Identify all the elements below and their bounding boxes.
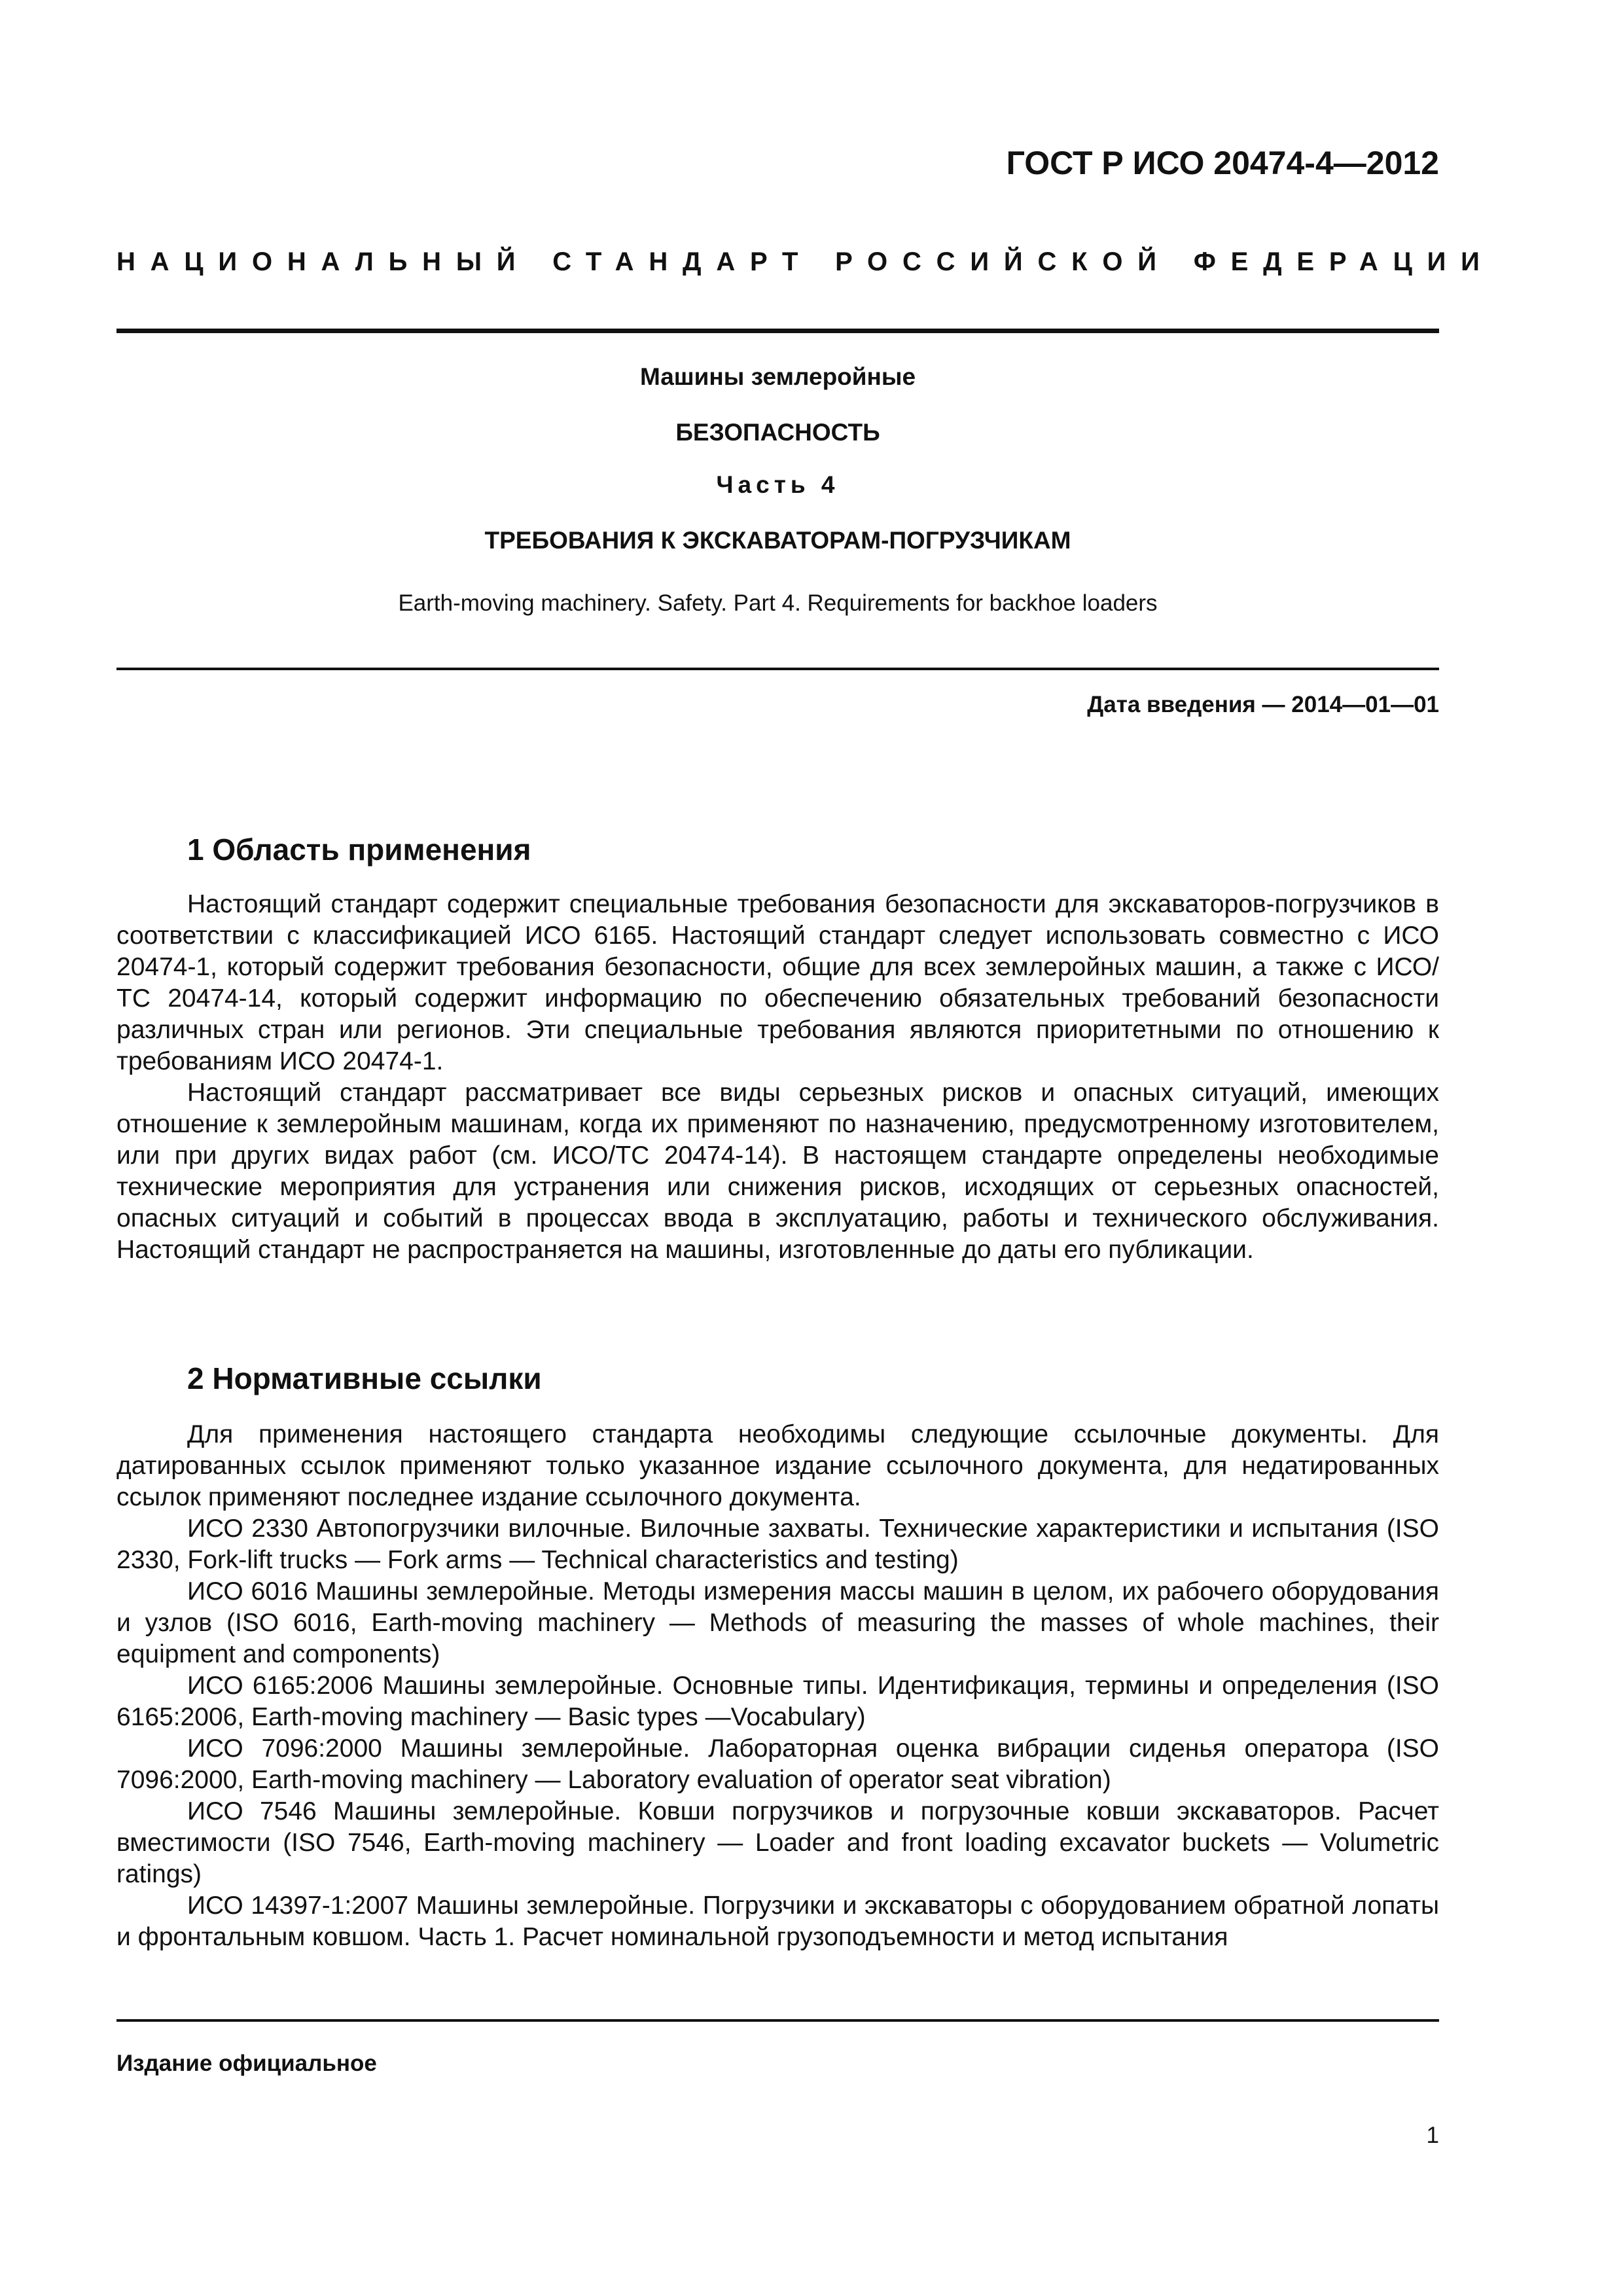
title-safety: БЕЗОПАСНОСТЬ <box>675 419 880 446</box>
page-number: 1 <box>1426 2123 1439 2148</box>
title-divider <box>116 668 1439 670</box>
header-divider <box>116 329 1439 333</box>
edition-note: Издание официальное <box>116 2051 377 2076</box>
reference-entry: ИСО 6016 Машины землеройные. Методы измерения массы машин в целом, их рабочего оборудования и узлов (ISO 6016, Earth-moving machinery — Methods of measuring the masses of whole machines, their equipment and components) <box>116 1577 1439 1668</box>
reference-entry: ИСО 7546 Машины землеройные. Ковши погрузчиков и погрузочные ковши экскаваторов. Расчет вместимости (ISO 7546, Earth-moving machinery — Loader and front loading excavator buckets — Volumetric ratings) <box>116 1797 1439 1888</box>
reference-entry: ИСО 14397-1:2007 Машины землеройные. Погрузчики и экскаваторы с оборудованием обратной лопаты и фронтальным ковшом. Часть 1. Расчет номинальной грузоподъемности и метод испытания <box>116 1892 1439 1951</box>
section-heading-references: 2 Нормативные ссылки <box>187 1361 542 1395</box>
reference-entry: ИСО 6165:2006 Машины землеройные. Основные типы. Идентификация, термины и определения (ISO 6165:2006, Earth-moving machinery — Basic types —Vocabulary) <box>116 1672 1439 1731</box>
footer-divider <box>116 2019 1439 2022</box>
reference-entry: ИСО 7096:2000 Машины землеройные. Лабораторная оценка вибрации сиденья оператора (ISO 7096:2000, Earth-moving machinery — Laboratory evaluation of operator seat vibration) <box>116 1734 1439 1794</box>
document-code: ГОСТ Р ИСО 20474-4—2012 <box>1006 145 1439 181</box>
national-standard-title: НАЦИОНАЛЬНЫЙ СТАНДАРТ РОССИЙСКОЙ ФЕДЕРАЦИИ <box>116 247 1495 276</box>
title-requirements: ТРЕБОВАНИЯ К ЭКСКАВАТОРАМ-ПОГРУЗЧИКАМ <box>484 527 1071 554</box>
paragraph: Настоящий стандарт содержит специальные требования безопасности для экскаваторов-погрузчиков в соответствии с классификацией ИСО 6165. Настоящий стандарт следует использовать совместно с ИСО 20474-1, который содержит требования безопасности, общие для всех землеройных машин, а также с ИСО/ТС 20474-14, который содержит информацию по обеспечению обязательных требований безопасности различных стран или регионов. Эти специальные требования являются приоритетными по отношению к требованиям ИСО 20474-1. <box>116 890 1439 1075</box>
title-machine-group: Машины землеройные <box>639 363 916 390</box>
title-english: Earth-moving machinery. Safety. Part 4. Requirements for backhoe loaders <box>398 590 1158 616</box>
section-body-scope <box>116 889 1439 1266</box>
introduction-date: Дата введения — 2014—01—01 <box>1087 692 1439 717</box>
title-part: Часть 4 <box>716 471 840 498</box>
paragraph: Для применения настоящего стандарта необходимы следующие ссылочные документы. Для датированных ссылок применяют только указанное издание ссылочного документа, для недатированных ссылок применяют последнее издание ссылочного документа. <box>116 1420 1439 1511</box>
section-body-references <box>116 1419 1439 1953</box>
paragraph: Настоящий стандарт рассматривает все виды серьезных рисков и опасных ситуаций, имеющих отношение к землеройным машинам, когда их применяют по назначению, предусмотренному изготовителем, или при других видах работ (см. ИСО/ТС 20474-14). В настоящем стандарте определены необходимые технические мероприятия для устранения или снижения рисков, исходящих от серьезных опасностей, опасных ситуаций и событий в процессах ввода в эксплуатацию, работы и технического обслуживания. Настоящий стандарт не распространяется на машины, изготовленные до даты его публикации. <box>116 1079 1439 1264</box>
reference-entry: ИСО 2330 Автопогрузчики вилочные. Вилочные захваты. Технические характеристики и испытания (ISO 2330, Fork-lift trucks — Fork arms — Technical characteristics and testing) <box>116 1515 1439 1574</box>
section-heading-scope: 1 Область применения <box>187 833 531 867</box>
